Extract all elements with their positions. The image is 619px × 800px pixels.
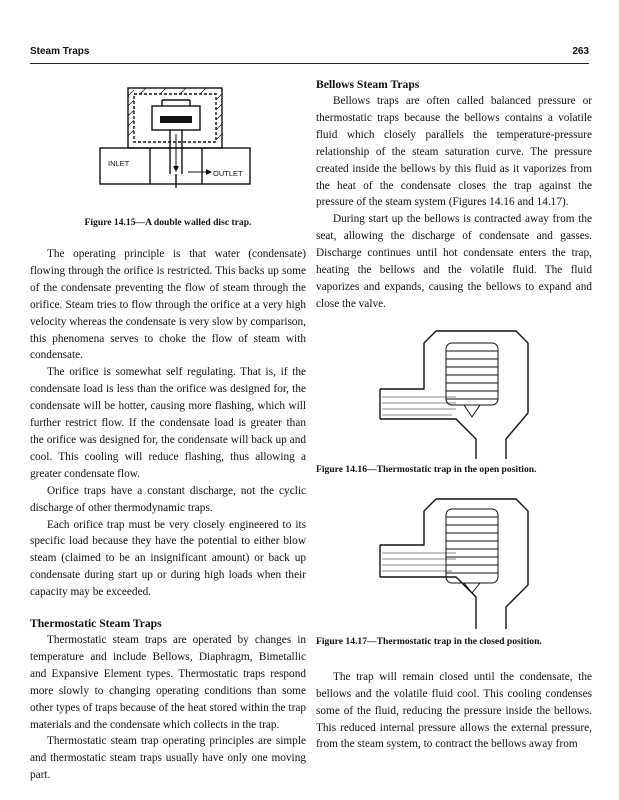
- figure-14-16-caption: Figure 14.16—Thermostatic trap in the open position.: [316, 463, 537, 475]
- figure-14-17: [316, 493, 592, 629]
- figure-14-17-caption: Figure 14.17—Thermostatic trap in the closed position.: [316, 635, 542, 647]
- paragraph: Bellows traps are often called balanced pressure or thermostatic traps because the bellows contains a volatile fluid which closely parallels the temperature-pressure relationship of the steam saturation curve. The pressure created inside the bellows by this fluid as it vaporizes from the heat of the condensate closes the trap against the pressure of the steam system (Figures 14.16 and 14.17).: [316, 95, 592, 209]
- running-header-title: Steam Traps: [30, 46, 90, 57]
- paragraph: Thermostatic steam trap operating principles are simple and thermostatic steam traps usually have only one moving part.: [30, 735, 306, 782]
- paragraph: Thermostatic steam traps are operated by changes in temperature and include Bellows, Diaphragm, Bimetallic and Expansive Element types. Thermostatic traps respond more slowly to changing operating conditions than some other types of traps because of the heat stored within the trap materials and the condensate which collects in the trap.: [30, 634, 306, 731]
- paragraph: The trap will remain closed until the condensate, the bellows and the volatile fluid cool. This cooling condenses some of the fluid, reducing the pressure inside the bellows. This reduced internal pressure allows the external pressure, from the steam system, to contract the bellows away from: [316, 670, 592, 751]
- paragraph: Orifice traps have a constant discharge, not the cyclic discharge of other thermodynamic traps.: [30, 484, 306, 514]
- paragraph: Each orifice trap must be very closely engineered to its specific load because they have the potential to either blow steam (claimed to be an insignificant amount) or back up condensate during start up or during high loads when their capacity may be exceeded.: [30, 518, 306, 599]
- figure-14-15-caption: Figure 14.15—A double walled disc trap.: [84, 217, 252, 228]
- section-heading-bellows: Bellows Steam Traps: [316, 78, 420, 91]
- header-rule: [30, 63, 589, 64]
- thermostatic-trap-closed-diagram: [316, 493, 592, 629]
- left-column: [30, 76, 306, 784]
- figure-14-15: [30, 76, 306, 216]
- figure-14-16: [316, 321, 592, 459]
- paragraph: During start up the bellows is contracted away from the seat, allowing the discharge of condensate and gasses. Discharge continues until hot condensate enters the trap, heating the bellows and the volatile fluid. The fluid vaporizes and expands, causing the bellows to expand and close the valve.: [316, 213, 592, 310]
- thermostatic-trap-open-diagram: [316, 321, 592, 459]
- right-column: [316, 76, 592, 753]
- section-heading-thermostatic: Thermostatic Steam Traps: [30, 617, 162, 631]
- double-walled-disc-trap-diagram: [30, 76, 306, 216]
- page-number: 263: [572, 46, 589, 57]
- outlet-label: OUTLET: [213, 169, 243, 178]
- inlet-label: INLET: [108, 159, 130, 168]
- paragraph: The operating principle is that water (condensate) flowing through the orifice is restricted. This backs up some of the condensate preventing the flow of steam through the orifice. Steam tries to flow through the orifice at a very high velocity whereas the condensate is very slow by comparison, this phenomena serves to choke the flow of steam with condensate.: [30, 248, 306, 362]
- paragraph: The orifice is somewhat self regulating. That is, if the condensate load is less than the orifice was designed for, the condensate will be hotter, causing more flashing, which will further restrict flow. If the condensate load is greater than the orifice was designed for, the condensate will back up and cool. This cooling will reduce flashing, thus allowing a greater condensate flow.: [30, 366, 306, 480]
